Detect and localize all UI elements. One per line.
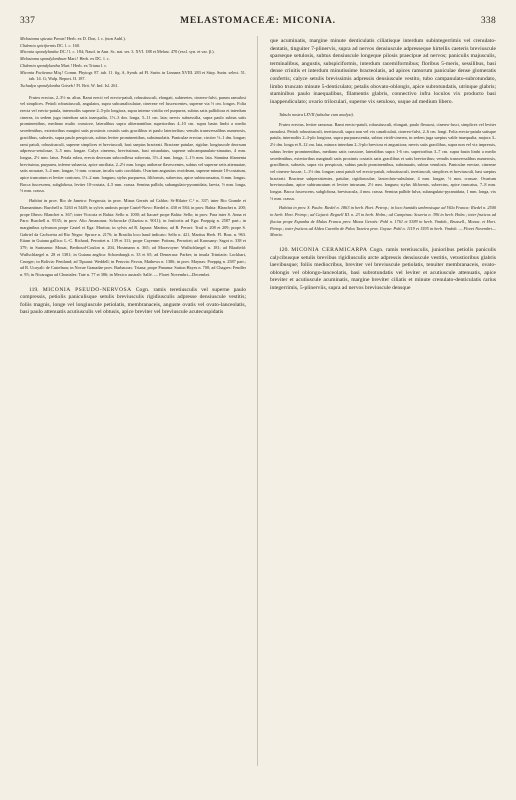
- synonym-entry: Melastoma spicata Pavon! Herb. ex D. Don, l. c. (non Aubl.).: [20, 36, 126, 41]
- page-header: [20, 16, 496, 30]
- synonym-entry: Tschudya spondylantha Griseb.! Fl. Brit. W. Ind. Isl. 261.: [20, 82, 119, 88]
- column-divider: [257, 36, 258, 766]
- habitat-paragraph: Habitat in prov. Rio de Janeiro: Fregrosia; in prov. Minas Geraës ad Caldas: St-Hilaire C.¹ n. 337; inter Rio Grande et Diamantinas: Burchell n. 5263 et 5449; in sylvis undosis prope Castel-Novo: Riedel n. 430 et 584; in prov. Bahia: Blanchet n. 200; prope Ilheos: Blanchet n. 367; inter Victoria et Bahia: Sello n. 1000; ad Itacaré prope Bahia: Sello; in prov. Para inter S. Anna et Para: Burchell n. 9535; in prov. Alto Amazonas: Schwacke (Glaziou n. 9011); in fruticetis ad Ega: Poeppig n. 2587 part.; in marginibus sylvarum prope Castel et Ega: Martius; in sylvis ad R. Japura: Martius; ad R. Peruvi: Trail n. 208 et 209; prope S. Gabriel da Cachoeira ad Rio Negro: Spruce n. 2176; in Brasilia loco haud indicato: Sello n. 421, Martius Herb. Fl. Bras. n. 963. Etiam in Guiana gallica: L.-C. Richard, Perrottet n. 139 et 311; prope Cayenne: Poiteau, Perrottet; ad Karouany: Sagot n. 338 et 379; in Surinamo: Mouat, Berthoud-Coulon n. 204, Hostmann n. 365; ad Moravoyne: Wullschlaegel n. 181; ad Blaafield: Wullschlaegel n. 28 et 1381; in Guiana anglica: Schomburgk n. 33 et 65; ad Demerara: Parker; in insula Trinitatis: Lockhart, Crueger; in Bolivia: Pentland; ad Tipuani: Weddell; in Peruvia: Pavon, Mathews n. 1386; in prov. Maynas: Poeppig n. 2587 part.; ad R. Ucayali: de Castelnau; in Novae Granadae prov. Barbacoas: Triana; prope Panama: Sutton Hayes n. 700; ad Chagres: Fendler n. 95; in Nicaragua ad Chontales: Tate n. 77 et 386; in Mexico australi: Sallé. — Floret Novembri—Decembri.: [20, 198, 246, 277]
- species-name: MICONIA PSEUDO-NERVOSA: [42, 286, 132, 293]
- species-119-diagnosis: 119. MICONIA PSEUDO-NERVOSA Cogn. ramis teretiusculis vel superne paulo compressis, petiolis paniculisque setulis breviusculis rigidiusculis adpresse densiuscule vestitis; foliis magnis, longe vel longiuscule petiolatis, membranaceis, anguste ovatis vel ovato-lanceolatis, basi paulo attenuatis acutiusculis vel obtusis, apice breviter vel breviuscule acutecuspidatis: [20, 286, 246, 316]
- habitat-paragraph: Habitat in prov. S. Paulo: Riedel n. 1863 in herb. Hort. Petrop.; in loco humidis umbrosisque ad Villa Franca: Riedel n. 2500 in herb. Hort. Petrop.; ad Cajurú: Regnell III. n. 23 in herb. Holm.; ad Campinas: Scueria n. 396 in herb. Holm.; inter fruticos ad flucias prope Espanha de Malas Franca prov. Minas Geraës: Pohl n. 1761 et 5389 in herb. Vindob., Brussell., Monac. et Hort. Petrop.; inter fruticos ad Aldea Caretão de Palos Taxeira prov. Goyaz: Pohl n. 1119 et 1595 in herb. Vindob. — Floret Novembri—Martio.: [270, 205, 496, 238]
- species-description: Frutex erectus, leviter ramosus. Rami erecto-patuli, robustiusculi, elongati, paulo flexuosi, cinereo-fusci, simplices vel leviter ramulosi. Petioli robustiusculi, teretiusculi, supra non vel vix canaliculati, cinereo-fulvi, 2–6 cm. longi. Folia erecto-patula satisque patula, internodiis 2–4-plo longiora, supra purpurascentia, subtus viridi-cinerea, in sedem juga saepius valde inaequalia, majora 3–2½ dm. longa et 8–12 cm. lata, minora interdum 2–3-plo breviora et angustiora; nervis satis gracilibus, supra non vel vix impressis, subtus leviter prominentibus, mediano satis crassiore, lateralibus supra 1-6 cm. superioribus 3–7 cm. supra basin limbi a medio secedentibus, exterioribus marginali satis proximis costatis satis gracilibus et satis brevioribus; venulis transversalibus numerosis, gracillimis, subsetis, supra vix perspicuis, subtus paulo prominentibus, subsinuatis, subtus venulosis. Paniculae erectae, cinereae vel cinereo-fuscae, 1–1½ dm. longae; rami patuli vel erecto-patuli, robustiusculi, teretiusculi, simplices et breviusculi, basi saepius bracteati. Bracteae subpersistentes, patulae, rigidiusculae, lanceolato-subulatae, 4 mm. longae, ½ mm. crassae. Ovarium breviusculum, apice subtruncatum et leviter intrusum, 2½ mm. longum; stylus filiformis, subrectus, apice truncatus, 7–8 mm. longus. Bacca fuscescens, subglobosa, breviuscula, 4 mm. crassa. Semina pallide fulva, subangulato-pyramidata, 1 mm. longa, vix ½ mm. crassa.: [270, 122, 496, 201]
- plate-reference: Tabula nostra LXVII (tabulae cum analysi).: [279, 112, 355, 118]
- synonym-entry: Clidemia spiciformis DC. l. c. 160.: [20, 42, 81, 48]
- running-title: MELASTOMACEÆ: MICONIA.: [180, 16, 336, 26]
- right-column: [270, 36, 496, 776]
- page-number-right: 338: [480, 16, 496, 26]
- synonym-entry: Melastoma spondylanthum Mart.! Herb. ex DC. l. c.: [20, 56, 110, 62]
- diagnosis-continuation: que acuminatis, margine minute denticulatis ciliatisque interdum subintegerrimis vel crenulato-dentatis, tinguiter 7-plinervis, supra ad nervos densiuscule adpresseque hirtellis caeteris breviuscule sparseque setulosis, subtus densiuscule longeque pilosis praecipue ad nervos; paniculis majusculis, terminalibus, angustis, subspiciformis, interdum racemiformibus; floribus 5-meris, sessilibus, basi dense crinitis et interdum minutissime bracteolatis, ad apices ramorum paniculae dense glomeratis confertis; calyce setulis brevissimis adpressis densiuscule vestito, tubo campanulato-subrotundato, limbo truncato minute 5-denticulato; petalis obovato-oblongis, apice subrotundatis, utrinque glabris; staminibus paulo inaequalibus, filamentis glabris, connectivo infra loculos vix producto basi inappendiculato; ovario triloculari, superne vix setuloso, usque ad medium libero.: [270, 38, 496, 105]
- species-description: Frutex erectus, 2–3½ m. altus. Rami erecti vel erecto-patuli, robustiusculi, elongati, subteretes, cinereo-fulvi, parum ramulosi vel simplices. Petioli robustiusculi, angulatos, supra subcanaliculatae, cinereae vel fuscescentes, superne via ½ cm. longos. Folia erecta vel erecto-patula, internodiis superne 2–5-plo longiora, supra intense viridia vel purpurea, subtus satis pallidiora et interdum cinerea, in sedem juga interdum satis inaequalia, 1½–3 dm. longa, 5–11 cm. lata; nervis subsessilia, supra paulo subtus satis prominentibus, mediano multo crassiore, lateralibus supra aliternantibus superioribus 4–10 cm. supra basin limbi a medio secedentibus, exterioribus margini satis proximis costatis satis gracilibus et paulo laterioribus; venulis transversalibus numerosis, gracilibus, subsetis, supra paulo perspicuis, subtus leviter prominentibus, subsinuolatis. Paniculae erectae, circiter ½–1 dm. longae; rami patuli, robustiusculi, superne simplices et breviusculi, basi saepius bracteati. Bracteae patulae, rigidae, longiuscule deorsum adpresso-setulosae, 3–5 mm. longae. Calyx cinereus, brevissimus, basi rotundatus, superne subcampanulato-sinuatus, 4 mm. longus, 2½ mm. latus. Petala rubra, erecta deorsum subconflexa subovata, 3½–4 mm. longa, 1–1½ mm. lata. Stamina filamenta brevissima, purpurea, inferne subaecta, apice unciliata, 2–2½ mm. longa; antherae flavescentes, subtus vel superne setis attenuatae, satis arcuatae, 3–4 mm. longae, ½ mm. crassae, incalis satis coroblatis. Ovarium angustius ovoideum, superne minute 10-costatum, apice truncatum et leviter conicum, 1½–2 mm. longum; stylus purpureus, filiformis, subrectus, apice subincrassatus, 6 mm. longus. Bacca fuscescens, subglobosa, leviter 10-costata, 4–5 mm. crassa. Semina pallida, subangulato-pyramidata, laevia, ½ mm. longa, ½ mm. crassa.: [20, 94, 246, 194]
- synonym-entry: Miconia Fockeana Miq.! Comm. Phytogr. 87. tab. 11. fig. A, Symb. ad Fl. Surin. in Linnaea XVIII. 283 et Stirp. Surin. select. 51. tab. 14. G; Walp. Report. II. 187.: [20, 69, 246, 82]
- species-120-diagnosis: 120. MICONIA CERAMICARPA Cogn. ramis teretiusculis, junioribus petiolis paniculis calycibusque setulis brevibus rigidiusculis arcte adpressis densiuscule vestitis, vetustioribus glabris laevibusque; foliis mediocribus, breviter vel breviuscule petiolatis, tenuiter membranaceis, ovato-oblongis vel oblongo-lanceolatis, basi subrotundatis vel leviter et acutiuscule attenuatis, apice breviter et acutiuscule acuminatis, margine breviter ciliatis et minute crenulato-denticulatis rarius integerrimis, 5-plinerviis, supra ad nervos breviuscule densque: [270, 247, 496, 291]
- left-column: [20, 36, 246, 776]
- synonym-entry: Clidemia spondylantha Mart.! Herb. ex Triana l. c.: [20, 62, 108, 68]
- species-name: MICONIA CERAMICARPA: [291, 247, 368, 253]
- synonym-entry: Miconia spondylantha DC.! l. c. 184; Naud. in Ann. Sc. nat. ser. 3. XVI. 188 et Melast. 470 (excl. syn. et var. β.).: [20, 49, 215, 55]
- page-number-left: 337: [20, 16, 36, 26]
